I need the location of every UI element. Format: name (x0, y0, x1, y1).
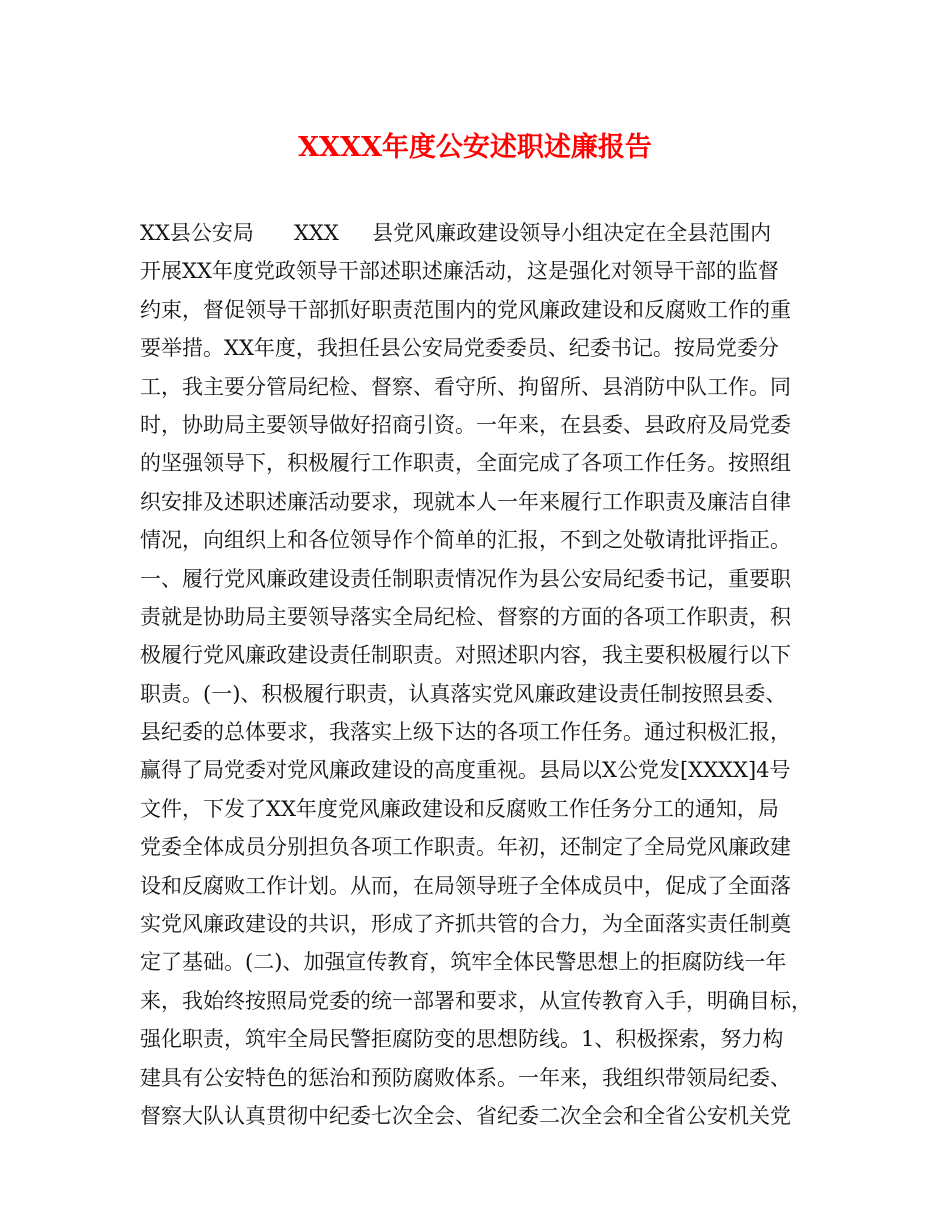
document-body (140, 214, 840, 1135)
body-line: 工，我主要分管局纪检、督察、看守所、拘留所、县消防中队工作。同 (140, 374, 791, 399)
body-line: 定了基础。(二)、加强宣传教育，筑牢全体民警思想上的拒腐防线一年 (140, 950, 787, 975)
body-line: 县纪委的总体要求，我落实上级下达的各项工作任务。通过积极汇报， (140, 720, 791, 745)
body-line: 要举措。XX年度，我担任县公安局党委委员、纪委书记。按局党委分 (140, 336, 779, 361)
body-line: 一、履行党风廉政建设责任制职责情况作为县公安局纪委书记，重要职 (140, 566, 791, 591)
body-line: 情况，向组织上和各位领导作个简单的汇报，不到之处敬请批评指正。 (140, 528, 791, 553)
document-title: XXXX年度公安述职述廉报告 (298, 132, 652, 163)
body-line: 时，协助局主要领导做好招商引资。一年来，在县委、县政府及局党委 (140, 412, 791, 437)
body-line: XX县公安局 XXX 县党风廉政建设领导小组决定在全县范围内 (140, 221, 772, 245)
body-line: 开展XX年度党政领导干部述职述廉活动，这是强化对领导干部的监督 (140, 259, 779, 284)
body-line: 建具有公安特色的惩治和预防腐败体系。一年来，我组织带领局纪委、 (140, 1065, 791, 1090)
body-line: 的坚强领导下，积极履行工作职责，全面完成了各项工作任务。按照组 (140, 451, 791, 476)
body-line: 约束，督促领导干部抓好职责范围内的党风廉政建设和反腐败工作的重 (140, 297, 791, 322)
body-line: 强化职责，筑牢全局民警拒腐防变的思想防线。1、积极探索，努力构 (140, 1027, 784, 1052)
body-line: 督察大队认真贯彻中纪委七次全会、省纪委二次全会和全省公安机关党 (140, 1103, 791, 1128)
body-line: 设和反腐败工作计划。从而，在局领导班子全体成员中，促成了全面落 (140, 873, 791, 898)
body-line: 责就是协助局主要领导落实全局纪检、督察的方面的各项工作职责，积 (140, 604, 791, 629)
body-line: 党委全体成员分别担负各项工作职责。年初，还制定了全局党风廉政建 (140, 835, 791, 860)
body-line: 极履行党风廉政建设责任制职责。对照述职内容，我主要积极履行以下 (140, 643, 791, 668)
body-line: 赢得了局党委对党风廉政建设的高度重视。县局以X公党发[XXXX]4号 (140, 758, 791, 783)
body-line: 职责。(一)、积极履行职责，认真落实党风廉政建设责任制按照县委、 (140, 681, 787, 706)
body-line: 来，我始终按照局党委的统一部署和要求，从宣传教育入手，明确目标， (140, 988, 812, 1013)
body-line: 文件，下发了XX年度党风廉政建设和反腐败工作任务分工的通知，局 (140, 796, 779, 821)
body-line: 实党风廉政建设的共识，形成了齐抓共管的合力，为全面落实责任制奠 (140, 912, 791, 937)
body-line: 织安排及述职述廉活动要求，现就本人一年来履行工作职责及廉洁自律 (140, 489, 791, 514)
